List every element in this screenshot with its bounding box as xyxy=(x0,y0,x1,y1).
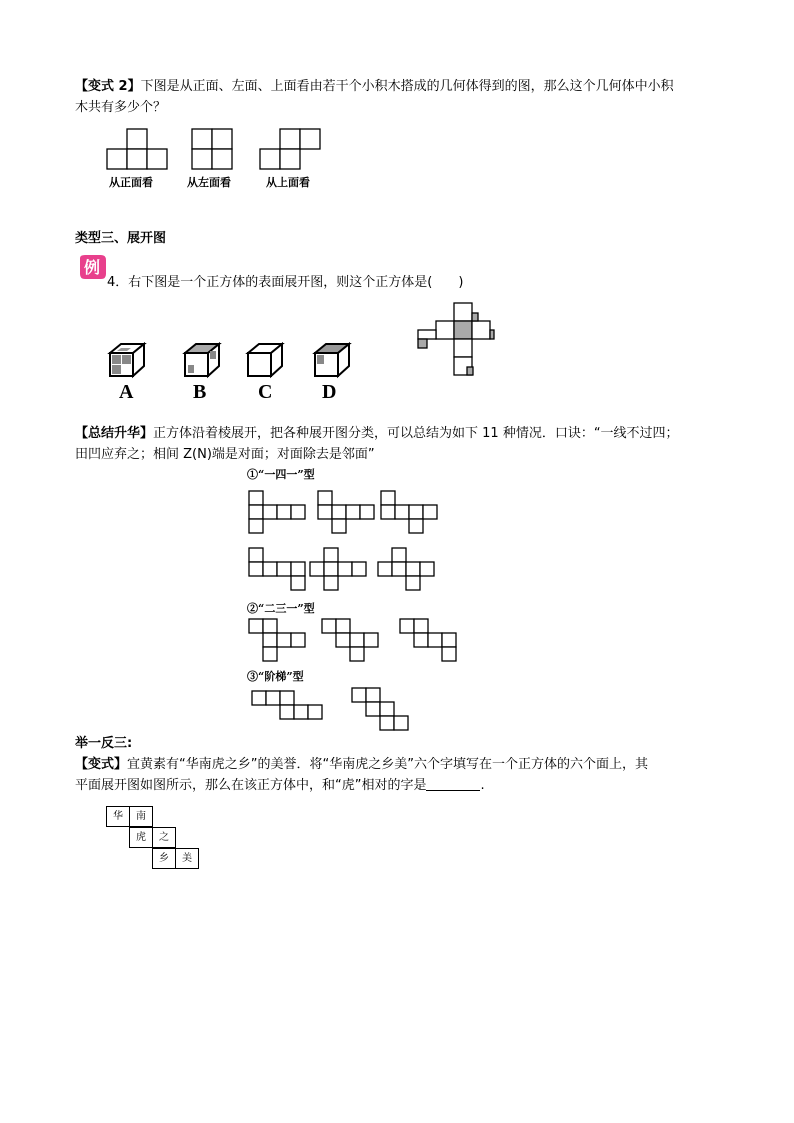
net-char-nan: 南 xyxy=(129,806,153,827)
section3-title: 类型三、展开图 xyxy=(75,231,167,246)
net-type1-a xyxy=(249,491,309,533)
option-d-label[interactable]: D xyxy=(322,381,337,403)
net-char-zhi: 之 xyxy=(152,827,176,848)
type1-label: ①“一四一”型 xyxy=(247,468,315,481)
practice-line2 xyxy=(75,775,485,796)
net-char-hua: 华 xyxy=(106,806,130,827)
left-view-figure xyxy=(192,128,234,170)
net-char-xiang: 乡 xyxy=(152,848,176,869)
option-c-label[interactable]: C xyxy=(258,381,273,403)
practice-heading: 举一反三: xyxy=(75,736,133,751)
top-view-label: 从上面看 xyxy=(266,176,310,189)
option-a-label[interactable]: A xyxy=(119,381,134,403)
option-b-label[interactable]: B xyxy=(193,381,207,403)
net-char-hu: 虎 xyxy=(129,827,153,848)
example-badge-text: 例 xyxy=(84,258,101,277)
summary-line1 xyxy=(75,423,679,444)
net-char-mei: 美 xyxy=(175,848,199,869)
variant2-text: 下图是从正面、左面、上面看由若干个小积木搭成的几何体得到的图，那么这个几何体中小积 xyxy=(140,79,674,94)
net-type2-b xyxy=(322,619,382,661)
variant2-line1 xyxy=(75,76,674,97)
practice-tag: 【变式】 xyxy=(75,757,128,772)
option-c-cube xyxy=(247,343,283,379)
net-type1-c xyxy=(381,491,441,533)
net-type3-b xyxy=(352,687,412,733)
summary-tag: 【总结升华】 xyxy=(75,426,154,441)
option-b-cube xyxy=(184,343,220,379)
character-cube-net xyxy=(106,806,198,868)
question-4: 4．右下图是一个正方体的表面展开图，则这个正方体是( ) xyxy=(107,275,464,290)
net-type2-c xyxy=(400,619,460,661)
net-type3-a xyxy=(252,690,328,722)
option-d-cube xyxy=(314,343,350,379)
front-view-figure xyxy=(107,128,169,170)
question-cube-net xyxy=(413,303,495,377)
net-type1-d xyxy=(249,548,309,590)
option-a-cube xyxy=(109,343,145,379)
practice-text-2: 平面展开图如图所示，那么在该正方体中，和“虎”相对的字是 xyxy=(75,778,427,793)
practice-line1 xyxy=(75,754,648,775)
top-view-figure xyxy=(260,128,322,170)
net-type1-b xyxy=(318,491,378,533)
type2-label: ②“二三一”型 xyxy=(247,602,315,615)
answer-blank[interactable] xyxy=(426,776,480,791)
net-type1-e xyxy=(310,548,370,590)
type3-label: ③“阶梯”型 xyxy=(247,670,304,683)
practice-text: 宜黄素有“华南虎之乡”的美誉．将“华南虎之乡美”六个字填写在一个正方体的六个面上，其 xyxy=(127,757,648,772)
variant2-line2: 木共有多少个？ xyxy=(75,100,167,115)
summary-text: 正方体沿着棱展开，把各种展开图分类，可以总结为如下 11 种情况．口诀：“一线不过四； xyxy=(153,426,679,441)
practice-period: . xyxy=(480,778,485,793)
net-type1-f xyxy=(378,548,438,590)
summary-line2: 田凹应弃之；相间 Z(N)端是对面；对面除去是邻面” xyxy=(75,447,375,462)
net-type2-a xyxy=(249,619,309,661)
front-view-label: 从正面看 xyxy=(109,176,153,189)
variant2-tag: 【变式 2】 xyxy=(75,79,141,94)
left-view-label: 从左面看 xyxy=(187,176,231,189)
